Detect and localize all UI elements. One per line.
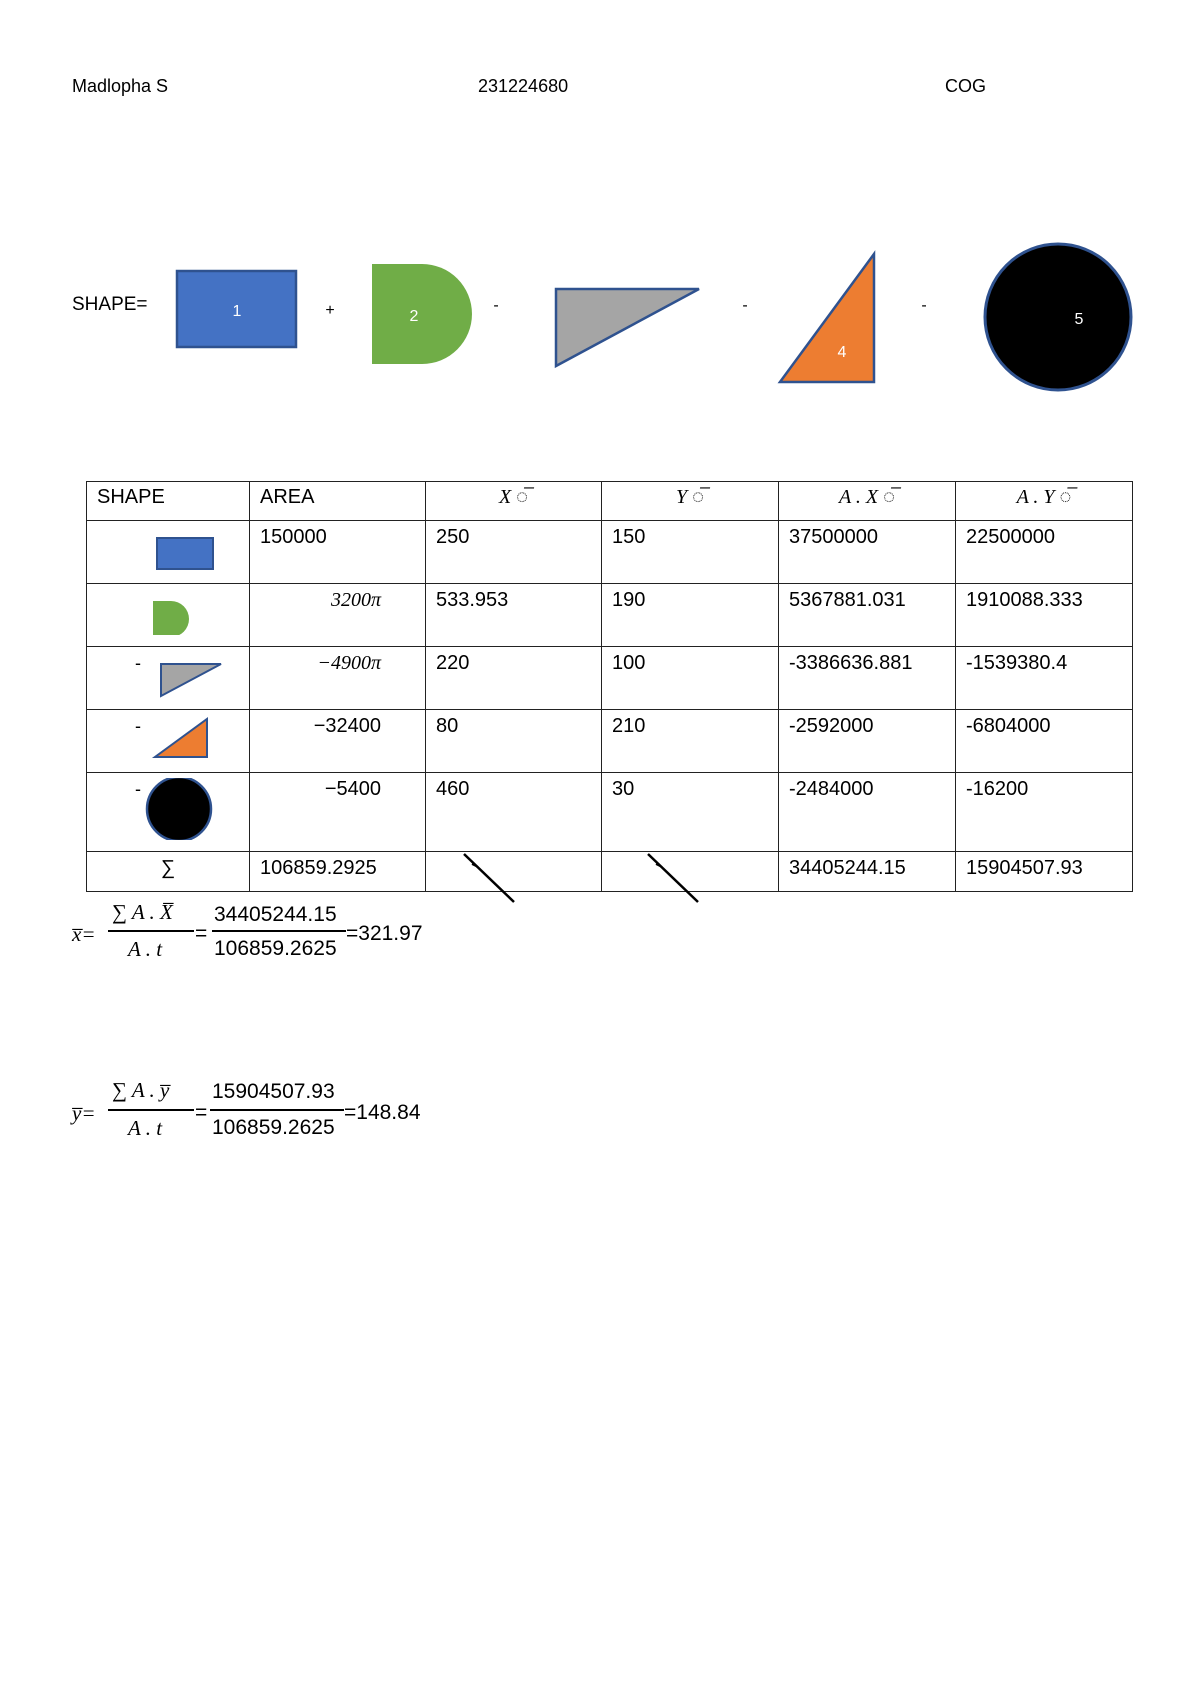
eq-y-denominator: A . t [128,1116,163,1140]
empty-cell-x [426,852,602,892]
area-value: −5400 [250,773,426,852]
empty-cell-y [602,852,779,892]
fraction-bar [108,1109,194,1111]
eq-y-denominator-value: 106859.2625 [212,1116,335,1139]
shape-1-number: 1 [232,303,242,320]
x-bar-value: 533.953 [426,584,602,647]
ay-value: 1910088.333 [956,584,1133,647]
eq-y-equals: = [195,1101,208,1124]
cog-table [86,481,1133,892]
area-value: −32400 [250,710,426,773]
y-bar-value: 190 [602,584,779,647]
ax-value: 5367881.031 [779,584,956,647]
shape-cell [87,584,250,647]
sum-area: 106859.2925 [250,852,426,892]
x-bar-value: 80 [426,710,602,773]
ay-value: 22500000 [956,521,1133,584]
table-row [87,773,1133,852]
minus-operator-2: - [742,297,748,314]
minus-operator-3: - [921,297,927,314]
shape-cell [87,647,250,710]
eq-x-numerator-value: 34405244.15 [214,903,337,926]
fraction-bar [212,930,346,932]
eq-x-denominator: A . t [128,937,163,961]
eq-y-numerator-value: 15904507.93 [212,1080,335,1103]
triangle-icon [97,652,237,698]
sum-row [87,852,1133,892]
header-a-y-bar: A . Y ◌̅ [956,482,1133,521]
crossed-out-mark [646,852,706,904]
header-x-bar: X ◌̅ [426,482,602,521]
shape-cell [87,521,250,584]
subject-code: COG [945,76,987,96]
shape-4-number: 4 [837,344,847,361]
area-value: 150000 [250,521,426,584]
table-header-row [87,482,1133,521]
x-bar-value: 460 [426,773,602,852]
right-triangle-icon [97,715,237,761]
semicircle-rect-shape-2 [372,264,472,364]
triangle-shape-3 [556,289,699,366]
minus-sign: - [135,653,141,673]
student-number: 231224680 [478,76,569,96]
y-bar-value: 210 [602,710,779,773]
shape-5-number: 5 [1074,311,1084,328]
y-bar-value: 150 [602,521,779,584]
ax-value: 37500000 [779,521,956,584]
crossed-out-mark [462,852,522,904]
table-row [87,521,1133,584]
ax-value: -2484000 [779,773,956,852]
shape-cell [87,773,250,852]
minus-sign: - [135,779,141,799]
shape-equation-diagram [0,220,1200,400]
x-bar-value: 250 [426,521,602,584]
shape-equation-label: SHAPE= [72,294,148,315]
minus-operator-1: - [493,297,499,314]
sum-symbol: ∑ [87,852,250,892]
table-row [87,584,1133,647]
table-row [87,647,1133,710]
x-bar-value: 220 [426,647,602,710]
shape-cell [87,710,250,773]
eq-x-numerator: ∑ A . X̅ [112,900,173,924]
area-value: −4900π [250,647,426,710]
fraction-bar [210,1109,344,1111]
header-a-x-bar: A . X ◌̅ [779,482,956,521]
eq-x-lhs: x̅= [72,922,96,946]
header-y-bar: Y ◌̅ [602,482,779,521]
sum-ay: 15904507.93 [956,852,1133,892]
minus-sign: - [135,716,141,736]
plus-operator: + [325,302,335,319]
area-value: 3200π [250,584,426,647]
ax-value: -3386636.881 [779,647,956,710]
y-bar-value: 30 [602,773,779,852]
eq-x-result: =321.97 [346,922,423,945]
header-area: AREA [250,482,426,521]
author-name: Madlopha S [72,76,169,96]
circle-shape-5 [985,244,1131,390]
ay-value: -1539380.4 [956,647,1133,710]
triangle-shape-4 [780,254,874,382]
ax-value: -2592000 [779,710,956,773]
ay-value: -6804000 [956,710,1133,773]
eq-y-numerator: ∑ A . y̅ [112,1078,170,1102]
y-bar-value: 100 [602,647,779,710]
table-row [87,710,1133,773]
header-shape: SHAPE [87,482,250,521]
sum-ax: 34405244.15 [779,852,956,892]
eq-x-denominator-value: 106859.2625 [214,937,337,960]
shape-2-number: 2 [409,308,419,325]
eq-y-lhs: y̅= [72,1101,96,1125]
rectangle-icon [97,526,237,572]
circle-icon [97,778,237,840]
fraction-bar [108,930,194,932]
ay-value: -16200 [956,773,1133,852]
semicircle-rect-icon [97,589,237,635]
eq-x-equals: = [195,922,208,945]
eq-y-result: =148.84 [344,1101,421,1124]
